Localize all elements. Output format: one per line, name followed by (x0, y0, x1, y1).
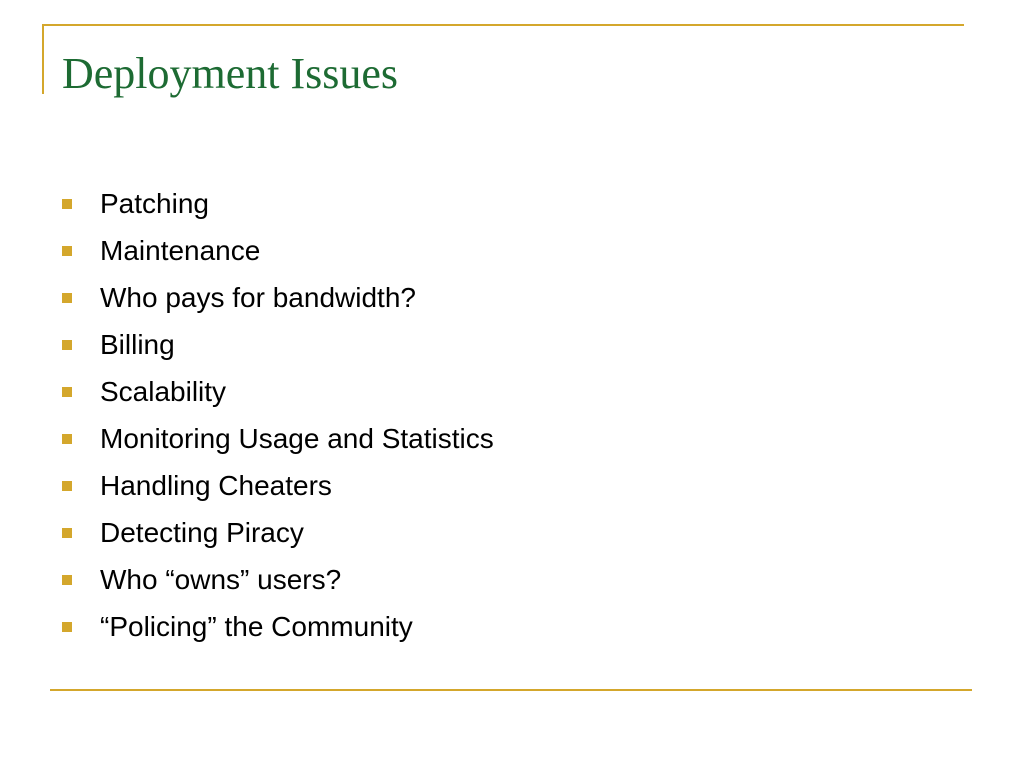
bullet-text: Who “owns” users? (100, 564, 342, 595)
bullet-item (62, 415, 494, 462)
bullet-item (62, 462, 494, 509)
bullet-text: Patching (100, 188, 209, 219)
square-bullet-icon (62, 246, 72, 256)
square-bullet-icon (62, 434, 72, 444)
square-bullet-icon (62, 293, 72, 303)
bullet-item (62, 274, 494, 321)
bullet-item (62, 227, 494, 274)
bullet-item (62, 180, 494, 227)
bullet-text: Detecting Piracy (100, 517, 304, 548)
bullet-text: Handling Cheaters (100, 470, 332, 501)
slide-title: Deployment Issues (62, 49, 399, 98)
bullet-item (62, 509, 494, 556)
bullet-item (62, 368, 494, 415)
bullet-item (62, 556, 494, 603)
bullet-list (62, 180, 494, 650)
bullet-text: Scalability (100, 376, 227, 407)
frame-left-line (42, 24, 44, 94)
square-bullet-icon (62, 575, 72, 585)
square-bullet-icon (62, 199, 72, 209)
bullet-item (62, 603, 494, 650)
bullet-text: Billing (100, 329, 175, 360)
square-bullet-icon (62, 622, 72, 632)
square-bullet-icon (62, 340, 72, 350)
square-bullet-icon (62, 481, 72, 491)
frame-bottom-line (50, 689, 972, 691)
bullet-item (62, 321, 494, 368)
bullet-text: Maintenance (100, 235, 261, 266)
bullet-text: Monitoring Usage and Statistics (100, 423, 494, 454)
square-bullet-icon (62, 528, 72, 538)
bullet-text: “Policing” the Community (100, 611, 413, 642)
frame-top-line (42, 24, 964, 26)
bullet-text: Who pays for bandwidth? (100, 282, 416, 313)
square-bullet-icon (62, 387, 72, 397)
